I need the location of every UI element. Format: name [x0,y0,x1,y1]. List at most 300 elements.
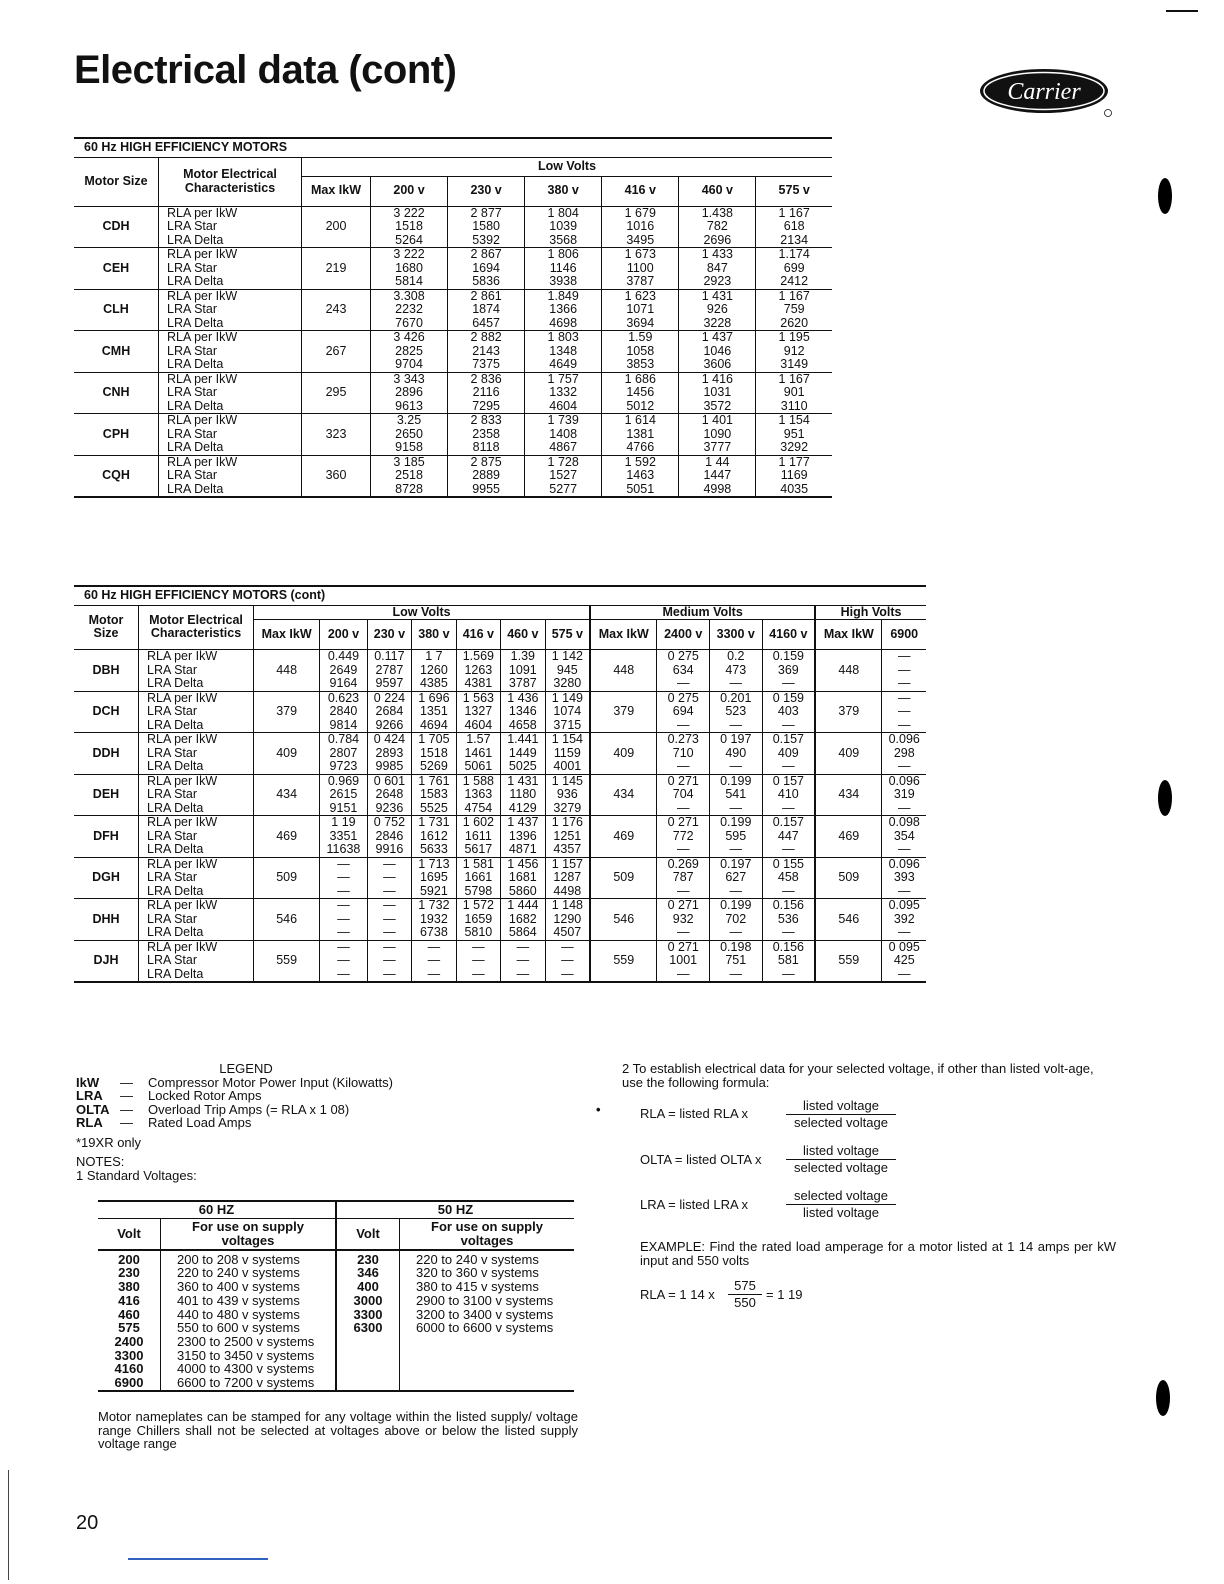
cell-line: 581 [777,953,799,967]
cell-line: 1159 [553,745,581,760]
cell-line: 4357 [553,842,582,856]
motor-size: CPH [74,414,159,456]
cell-line: — [897,966,911,981]
cell-line: 0.269 [667,856,699,871]
medium-volt-values [657,733,710,775]
binder-hole-top [1158,178,1172,214]
cell-line: 1447 [703,468,732,482]
volt-60: 2400 [114,1333,144,1349]
volt-values [756,372,832,414]
volt-values [371,248,448,290]
volt-50: 3300 [336,1308,400,1322]
volt-50 [336,1376,400,1391]
t1-head-volt: 200 v [371,176,448,206]
cell-line: 8118 [472,440,500,454]
characteristics [139,733,254,775]
cell-line: 1681 [508,870,537,884]
cell-line: 5264 [395,232,423,247]
motor-size: DEH [74,774,139,816]
cell-line: 0 752 [373,815,406,829]
max-ikw-low: 409 [254,733,320,775]
cell-line: 1091 [508,662,537,677]
range-60: 220 to 240 v systems [161,1266,337,1280]
volt-60: 380 [118,1279,140,1295]
t2-head-motor-size: Motor Size [88,612,124,641]
volt-60: 6900 [98,1376,161,1391]
table-row [74,248,832,290]
cell-line: 618 [783,219,805,233]
cell-line: 7670 [395,315,423,330]
legend-dash: — [120,1101,133,1117]
medium-volt-values [762,940,815,982]
cell-line: — [897,717,911,732]
low-volt-values [456,650,500,692]
cell-line: 4766 [626,440,655,454]
cell-line: 425 [893,953,915,967]
cell-line: — [337,911,350,926]
cell-line: — [516,939,530,954]
t2-head-volt: 230 v [367,620,411,650]
cell-line: 369 [777,662,799,677]
cell-line: 1 739 [547,413,579,427]
cell-line: 0 275 [667,649,699,663]
characteristics [139,816,254,858]
cell-line: 393 [893,870,915,884]
cell-line: 1180 [509,787,537,801]
cell-line: 1680 [395,260,423,275]
cell-line: 0.784 [327,732,360,746]
t1-head-low-volts: Low Volts [302,157,833,176]
cell-line: LRA Star [147,828,198,843]
cell-line: LRA Star [167,426,218,441]
cell-line: — [337,953,350,967]
cell-line: 1695 [419,870,448,884]
high-volt-values [882,650,926,692]
cell-line: 1.441 [507,732,539,746]
legend-desc: Rated Load Amps [148,1115,252,1130]
cell-line: 5061 [464,759,493,773]
note-1: 1 Standard Voltages: [76,1167,197,1183]
cell-line: 1 177 [778,454,810,469]
max-ikw-low: 469 [254,816,320,858]
cell-line: LRA Star [167,260,218,275]
voltage-row [98,1349,574,1363]
table-row [74,372,832,414]
cell-line: 5860 [508,883,537,898]
binder-hole-middle [1158,780,1172,816]
medium-volt-values [762,857,815,899]
cell-line: — [383,966,396,981]
cell-line: — [897,759,911,773]
standard-voltages-table [98,1200,574,1392]
cell-line: 1058 [626,343,655,358]
table-row [74,289,832,331]
cell-line: 1381 [626,426,655,441]
cell-line: 699 [783,260,805,275]
cell-line: 5277 [549,481,578,496]
cell-line: 1 148 [551,898,583,912]
volt-values [679,455,756,497]
cell-line: 9916 [375,842,404,856]
cell-line: 9164 [329,676,358,690]
low-volt-values [456,774,500,816]
volt-values [756,206,832,248]
cell-line: 945 [556,662,578,677]
cell-line: LRA Star [167,343,218,358]
cell-line: 1 437 [701,330,733,344]
max-ikw-high: 509 [815,857,882,899]
max-ikw-low: 434 [254,774,320,816]
cell-line: 1 176 [551,815,583,829]
cell-line: 1 167 [778,205,810,220]
cell-line: 710 [672,745,694,760]
cell-line: 1 157 [551,856,583,871]
cell-line: 1396 [508,828,537,843]
cell-line: 1 572 [462,898,494,912]
notes-label: NOTES: [76,1154,125,1169]
characteristics [139,857,254,899]
cell-line: 1363 [464,787,493,801]
range-50: 380 to 415 v systems [400,1280,575,1294]
cell-line: — [782,966,795,981]
low-volt-values [545,774,590,816]
cell-line: 2620 [780,315,809,330]
cell-line: — [383,870,396,884]
volt-values [448,414,525,456]
high-volt-values [882,774,926,816]
cell-line: 3 222 [393,205,425,220]
cell-line: LRA Delta [167,440,224,454]
cell-line: 5051 [626,481,655,496]
cell-line: 0.2 [727,649,745,663]
cell-line: — [729,883,742,898]
cell-line: — [676,717,690,732]
cell-line: — [782,883,795,898]
characteristics [139,691,254,733]
low-volt-values [320,857,367,899]
volt-60: 200 [118,1251,140,1267]
cell-line: 3787 [508,676,537,690]
cell-line: 298 [893,745,915,760]
medium-volt-values [657,650,710,692]
range-50: 220 to 240 v systems [400,1250,575,1267]
cell-line: 5864 [508,925,537,939]
volt-values [448,372,525,414]
medium-volt-values [657,940,710,982]
range-50 [400,1362,575,1376]
cell-line: 0.157 [772,815,804,829]
voltage-row [98,1266,574,1280]
medium-volt-values [709,650,762,692]
cell-line: 1351 [419,704,448,718]
cell-line: RLA per IkW [147,649,218,663]
cell-line: 4381 [464,676,493,690]
cell-line: 3495 [626,232,655,247]
cell-line: 0.156 [772,898,804,912]
cell-line: 4694 [419,717,448,732]
cell-line: 1463 [626,468,655,482]
cell-line: — [897,925,911,939]
cell-line: 926 [706,302,728,316]
medium-volt-values [762,816,815,858]
cell-line: 0.197 [720,856,752,871]
cell-line: 523 [725,704,747,718]
cell-line: — [729,676,742,690]
low-volt-values [320,940,367,982]
characteristics [139,650,254,692]
cell-line: — [729,759,742,773]
cell-line: RLA per IkW [147,856,218,871]
cell-line: LRA Delta [147,883,204,898]
cell-line: 595 [725,828,747,843]
cell-line: 3938 [549,274,578,288]
cell-line: 4754 [464,800,493,815]
medium-volt-values [709,899,762,941]
cell-line: LRA Delta [167,315,224,330]
max-ikw-low: 559 [254,940,320,982]
cell-line: — [472,966,485,981]
cell-line: RLA per IkW [167,330,238,344]
cell-line: — [516,966,530,981]
cell-line: 1456 [626,385,655,399]
cell-line: 0 155 [772,856,804,871]
volt-50 [336,1362,400,1376]
cell-line: — [676,925,690,939]
cell-line: 1583 [419,787,448,801]
cell-line: 751 [725,953,747,967]
cell-line: 932 [672,911,694,926]
cell-line: — [676,883,690,898]
range-50 [400,1349,575,1363]
cell-line: RLA per IkW [167,371,238,386]
high-volt-values [882,733,926,775]
cell-line: 0.156 [772,939,804,954]
cell-line: 1 728 [547,454,579,469]
cell-line: LRA Star [147,911,198,926]
volt-values [602,455,679,497]
cell-line: 0.199 [720,815,752,829]
cell-line: 627 [725,870,747,884]
range-60: 6600 to 7200 v systems [161,1376,337,1391]
cell-line: 473 [725,662,747,677]
cell-line: 1 154 [551,732,583,746]
cell-line: 8728 [395,481,423,496]
cell-line: 2232 [395,302,423,316]
cell-line: 1694 [472,260,501,275]
cell-line: 1260 [419,662,448,677]
cell-line: LRA Star [167,468,218,482]
cell-line: 5525 [419,800,448,815]
low-volt-values [545,650,590,692]
cell-line: — [427,939,441,954]
volt-values [371,331,448,373]
cell-line: RLA per IkW [167,205,238,220]
cell-line: 0 601 [373,773,406,788]
cell-line: 2 875 [470,454,502,469]
max-ikw-low: 509 [254,857,320,899]
cell-line: 1 592 [624,454,656,469]
motor-size: CMH [74,331,159,373]
logo-text: Carrier [1007,79,1081,105]
volt-values [371,414,448,456]
cell-line: 1100 [626,260,654,275]
volt-values [448,455,525,497]
cell-line: — [897,676,911,690]
cell-line: 1016 [626,219,655,233]
cell-line: 3279 [553,800,582,815]
max-ikw-high: 448 [815,650,882,692]
cell-line: 0.157 [772,732,804,746]
volt-values [679,206,756,248]
low-volt-values [501,899,545,941]
cell-line: 2893 [375,745,404,760]
cell-line: 0.969 [327,773,360,788]
cell-line: 702 [725,911,747,926]
volt-values [756,414,832,456]
cell-line: 3.308 [393,288,425,303]
legend-item [76,1103,536,1117]
cell-line: 4498 [553,883,582,898]
cell-line: LRA Delta [147,759,204,773]
cell-line: 1 732 [418,898,450,912]
cell-line: 0.095 [888,898,920,912]
cell-line: 3694 [626,315,655,330]
volt-values [371,206,448,248]
volt-50: 3000 [336,1294,400,1308]
cell-line: 2 882 [470,330,502,344]
max-ikw-high: 546 [815,899,882,941]
cell-line: 1071 [626,302,655,316]
cell-line: 1031 [703,385,732,399]
cell-line: 634 [672,662,694,677]
page-title: Electrical data (cont) [74,48,457,92]
cell-line: 1612 [419,828,448,843]
example-left: RLA = 1 14 x [640,1287,715,1302]
volt-60: 4160 [114,1361,144,1377]
legend-item [76,1089,536,1103]
high-volt-values [882,899,926,941]
cell-line: 6738 [419,925,448,939]
volt-values [448,248,525,290]
characteristics [159,414,302,456]
low-volt-values [367,940,411,982]
cell-line: 1 431 [507,773,539,788]
max-ikw-med: 546 [590,899,657,941]
max-ikw-low: 546 [254,899,320,941]
cell-line: 1527 [549,468,578,482]
cell-line: — [561,966,574,981]
max-ikw-high: 409 [815,733,882,775]
cell-line: 1348 [549,343,578,358]
low-volt-values [501,774,545,816]
volt-values [448,331,525,373]
volt-values [679,414,756,456]
t2-head-medium-volts: Medium Volts [590,605,815,620]
cell-line: 1169 [780,468,808,482]
cell-line: LRA Star [147,745,198,760]
t1-head-volt: 230 v [448,176,525,206]
cell-line: RLA per IkW [167,413,238,427]
medium-volt-values [709,940,762,982]
use-head-60: For use on supply voltages [161,1218,337,1250]
table-row [74,206,832,248]
low-volt-values [456,940,500,982]
cell-line: 1518 [395,219,423,233]
cell-line: 410 [777,787,799,801]
volt-values [756,289,832,331]
max-ikw-med: 509 [590,857,657,899]
cell-line: 2615 [329,787,358,801]
medium-volt-values [709,774,762,816]
cell-line: 4867 [549,440,578,454]
cell-line: 2 877 [470,205,502,220]
cell-line: 4698 [549,315,578,330]
cell-line: RLA per IkW [167,454,238,469]
cell-line: — [516,953,530,967]
cell-line: 1 623 [624,288,656,303]
cell-line: 1 614 [624,413,656,427]
high-volt-values [882,857,926,899]
cell-line: LRA Delta [167,274,224,288]
legend-heading: LEGEND [219,1061,273,1076]
cell-line: 11638 [326,842,361,856]
table-row [74,455,832,497]
characteristics [159,331,302,373]
cell-line: 2 867 [470,247,502,261]
table-row [74,691,926,733]
low-volt-values [412,940,456,982]
cell-line: — [561,953,574,967]
medium-volt-values [762,733,815,775]
legend-abbr: OLTA [76,1101,110,1117]
cell-line: 2649 [329,662,358,677]
olta-formula-left: OLTA = listed OLTA x [640,1152,762,1167]
cell-line: — [337,856,350,871]
max-ikw: 243 [302,289,371,331]
cell-line: 1659 [464,911,493,926]
cell-line: 1 149 [551,690,583,705]
medium-volt-values [657,857,710,899]
cell-line: LRA Delta [147,966,204,981]
cell-line: 1 145 [551,773,583,788]
cell-line: 1327 [464,704,493,718]
range-50: 320 to 360 v systems [400,1266,575,1280]
cell-line: 1332 [549,385,578,399]
legend-desc: Locked Rotor Amps [148,1088,262,1103]
cell-line: 4658 [508,717,537,732]
cell-line: 3110 [780,398,808,413]
cell-line: 1251 [553,828,582,843]
characteristics [159,248,302,290]
volt-values [602,289,679,331]
cell-line: 704 [672,787,694,801]
rla-denominator: selected voltage [794,1115,888,1130]
cell-line: 912 [783,343,805,358]
characteristics [139,899,254,941]
legend-item [76,1076,536,1090]
max-ikw-med: 559 [590,940,657,982]
volt-values [679,248,756,290]
cell-line: 1046 [703,343,732,358]
cell-line: 1 581 [462,856,494,871]
low-volt-values [545,899,590,941]
cell-line: 2840 [329,704,358,718]
cell-line: 5836 [472,274,501,288]
cell-line: 7375 [472,357,501,371]
cell-line: 0 157 [772,773,804,788]
low-volt-values [367,691,411,733]
cell-line: — [729,925,742,939]
